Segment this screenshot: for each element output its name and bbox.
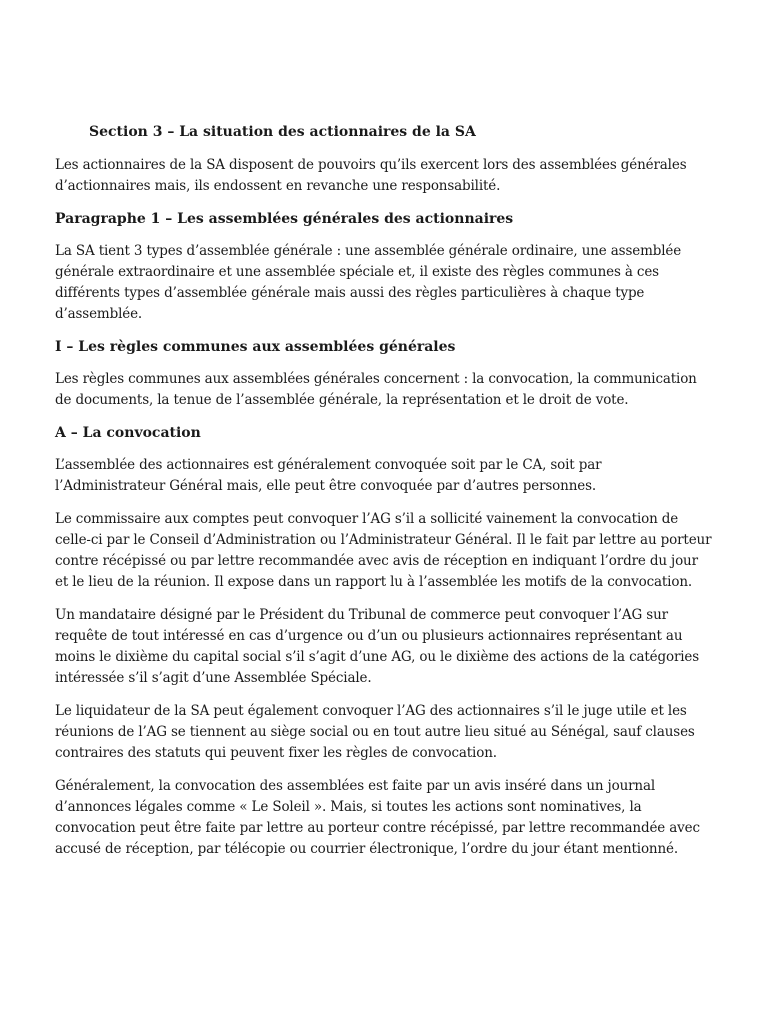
sub-a-heading: A – La convocation xyxy=(55,425,201,441)
text-line: accusé de réception, par télécopie ou courrier électronique, l’ordre du jour étant mentionné. xyxy=(55,841,678,857)
part-1-heading: I – Les règles communes aux assemblées générales xyxy=(55,339,456,355)
text-line: moins le dixième du capital social s’il s’agit d’une AG, ou le dixième des actions de la catégories xyxy=(55,649,700,665)
convocation-intro-paragraph xyxy=(55,455,685,497)
types-paragraph xyxy=(55,241,685,325)
text-line: d’actionnaires mais, ils endossent en revanche une responsabilité. xyxy=(55,178,501,194)
text-line: contraires des statuts qui peuvent fixer les règles de convocation. xyxy=(55,745,497,761)
text-line: Généralement, la convocation des assemblées est faite par un avis inséré dans un journal xyxy=(55,778,656,794)
text-line: différents types d’assemblée générale mais aussi des règles particulières à chaque type xyxy=(55,285,645,301)
text-line: générale extraordinaire et une assemblée spéciale et, il existe des règles communes à ces xyxy=(55,264,659,280)
text-line: réunions de l’AG se tiennent au siège social ou en tout autre lieu situé au Sénégal, sauf clauses xyxy=(55,724,695,740)
text-line: Le commissaire aux comptes peut convoquer l’AG s’il a sollicité vainement la convocation de xyxy=(55,511,679,527)
text-line: convocation peut être faite par lettre au porteur contre récépissé, par lettre recommandée avec xyxy=(55,820,700,836)
text-line: L’assemblée des actionnaires est généralement convoquée soit par le CA, soit par xyxy=(55,457,602,473)
common-rules-paragraph xyxy=(55,369,697,411)
text-line: contre récépissé ou par lettre recommandée avec avis de réception en indiquant l’ordre du jour xyxy=(55,553,698,569)
text-line: l’Administrateur Général mais, elle peut être convoquée par d’autres personnes. xyxy=(55,478,597,494)
text-line: celle-ci par le Conseil d’Administration ou l’Administrateur Général. Il le fait par lettre au porteur xyxy=(55,532,712,548)
text-line: d’annonces légales comme « Le Soleil ». Mais, si toutes les actions sont nominatives, la xyxy=(55,799,642,815)
text-line: La SA tient 3 types d’assemblée générale : une assemblée générale ordinaire, une assemblée xyxy=(55,243,682,259)
text-line: Les règles communes aux assemblées générales concernent : la convocation, la communication xyxy=(55,371,697,387)
text-line: d’assemblée. xyxy=(55,306,143,322)
text-line: Les actionnaires de la SA disposent de pouvoirs qu’ils exercent lors des assemblées générales xyxy=(55,157,687,173)
mandataire-paragraph xyxy=(55,605,700,689)
text-line: requête de tout intéressé en cas d’urgence ou d’un ou plusieurs actionnaires représentant au xyxy=(55,628,683,644)
document-body xyxy=(55,122,712,872)
text-line: Le liquidateur de la SA peut également convoquer l’AG des actionnaires s’il le juge utile et les xyxy=(55,703,687,719)
generalement-paragraph xyxy=(55,776,700,860)
text-line: et le lieu de la réunion. Il expose dans un rapport lu à l’assemblée les motifs de la convocation. xyxy=(55,574,693,590)
text-line: intéressée s’il s’agit d’une Assemblée Spéciale. xyxy=(55,670,372,686)
paragraph-1-heading: Paragraphe 1 – Les assemblées générales des actionnaires xyxy=(55,211,514,227)
section-title: Section 3 – La situation des actionnaires de la SA xyxy=(89,124,476,140)
commissaire-paragraph xyxy=(55,509,712,593)
text-line: Un mandataire désigné par le Président du Tribunal de commerce peut convoquer l’AG sur xyxy=(55,607,668,623)
liquidateur-paragraph xyxy=(55,701,695,764)
text-line: de documents, la tenue de l’assemblée générale, la représentation et le droit de vote. xyxy=(55,392,629,408)
intro-paragraph xyxy=(55,155,685,197)
